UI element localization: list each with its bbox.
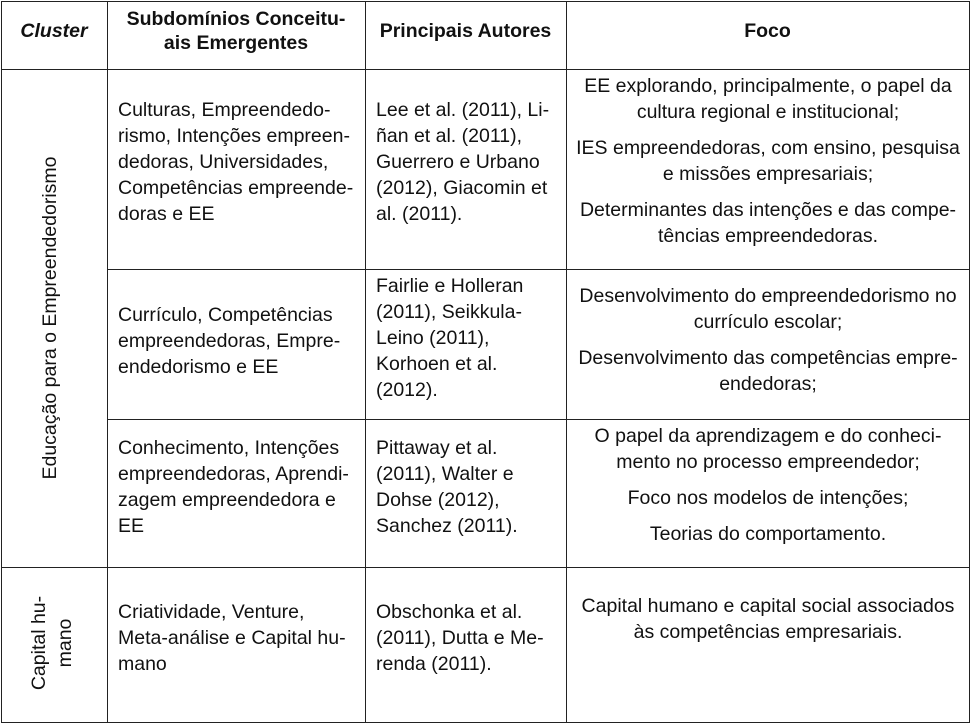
rule-right: [969, 1, 970, 723]
header-subdominios: Subdomínios Conceitu- ais Emergentes: [126, 8, 346, 54]
row-1-autores: Lee et al. (2011), Li- ñan et al. (2011), Guerrero e Urbano (2012), Giacomin et al. (2011).: [376, 99, 550, 225]
rule-row-1: [107, 269, 970, 270]
rule-col-1: [107, 1, 108, 723]
header-cluster: Cluster: [20, 20, 88, 42]
rule-header-bottom: [1, 69, 970, 70]
rule-left: [1, 1, 2, 723]
row-1-foco-item: EE explorando, principalmente, o papel da cultura regional e institucional;: [584, 75, 952, 123]
header-foco: Foco: [744, 20, 791, 42]
row-1-foco: [567, 73, 969, 259]
row-2-autores: Fairlie e Holleran (2011), Seikkula- Leino (2011), Korhoen et al. (2012).: [376, 275, 524, 401]
row-3-autores: Pittaway et al. (2011), Walter e Dohse (2012), Sanchez (2011).: [376, 437, 518, 537]
row-3-subdominios: Conhecimento, Intenções empreendedoras, Aprendi- zagem empreendedora e EE: [118, 437, 349, 537]
rule-top: [1, 1, 970, 2]
rule-col-2: [365, 1, 366, 723]
row-1-foco-item: Determinantes das intenções e das compe- tências empreendedoras.: [579, 199, 957, 247]
row-3-foco-item: Foco nos modelos de intenções;: [627, 487, 909, 509]
row-3-foco: [567, 423, 969, 557]
row-2-foco-item: Desenvolvimento das competências empre- endedoras;: [578, 347, 958, 395]
cluster-label-capital-humano: Capital hu- mano: [28, 595, 76, 691]
row-1-subdominios: Culturas, Empreendedo- rismo, Intenções empreen- dedoras, Universidades, Competências empreende- doras e EE: [118, 99, 354, 225]
row-4-autores: Obschonka et al. (2011), Dutta e Me- renda (2011).: [376, 601, 544, 675]
header-autores: Principais Autores: [379, 20, 552, 42]
rule-bottom: [1, 722, 970, 723]
row-4-foco-item: Capital humano e capital social associados às competências empresariais.: [581, 595, 955, 643]
row-2-subdominios: Currículo, Competências empreendedoras, Empre- endedorismo e EE: [118, 304, 341, 378]
row-3-foco-item: Teorias do comportamento.: [649, 523, 887, 545]
rule-cluster-divider: [1, 567, 970, 568]
row-2-foco-item: Desenvolvimento do empreendedorismo no currículo escolar;: [579, 285, 957, 333]
cluster-table: [1, 1, 970, 723]
rule-row-2: [107, 419, 970, 420]
row-4-foco: [567, 593, 969, 655]
cluster-label-educacao: Educação para o Empreendedorismo: [39, 156, 61, 480]
row-4-subdominios: Criatividade, Venture, Meta-análise e Capital hu- mano: [118, 601, 346, 675]
row-1-foco-item: IES empreendedoras, com ensino, pesquisa e missões empresariais;: [576, 137, 960, 185]
row-2-foco: [567, 283, 969, 407]
row-3-foco-item: O papel da aprendizagem e do conheci- mento no processo empreendedor;: [594, 425, 942, 473]
